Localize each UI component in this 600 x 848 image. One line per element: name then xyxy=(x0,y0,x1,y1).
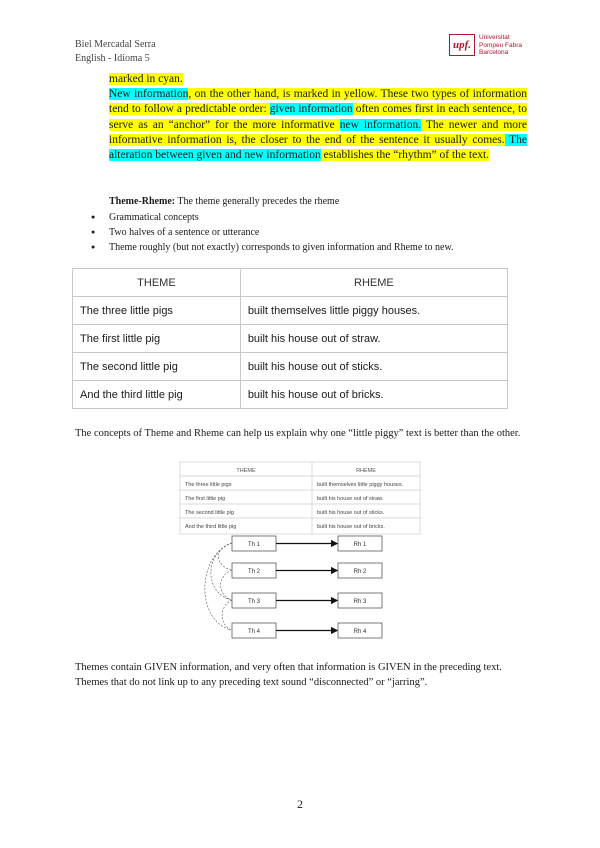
logo-line-1: Universitat xyxy=(479,34,510,41)
text-given-information: given information xyxy=(269,103,353,116)
text-alteration: The alteration between given and new information xyxy=(109,133,528,162)
theme-rheme-bullets xyxy=(91,210,454,255)
text-marked-cyan: marked in cyan. xyxy=(109,73,183,85)
link-curve xyxy=(211,543,232,600)
mini-cell: built themselves little piggy houses. xyxy=(317,482,404,488)
text-anchor: often comes first in each sentence, to serve as an “anchor” for the more informative xyxy=(109,103,527,131)
rheme-label-2: Rh 2 xyxy=(353,569,367,575)
text-predictable-order: tend to follow a predictable order: xyxy=(109,103,270,116)
table-row xyxy=(73,325,508,353)
table-row xyxy=(73,297,508,325)
link-curve xyxy=(205,543,232,630)
text-new-information-2: new information. xyxy=(339,118,422,131)
themes-paragraph: Themes contain GIVEN information, and very often that information is GIVEN in the preceding text. Themes that do not link up to any preceding text sound “disconnected” or “jarring”. xyxy=(75,662,502,688)
rheme-label-3: Rh 3 xyxy=(353,599,367,605)
theme-label-3: Th 3 xyxy=(247,599,261,605)
page-header xyxy=(75,38,156,66)
table-cell: built his house out of bricks. xyxy=(240,381,507,409)
text-two-types: These two types of information xyxy=(380,88,527,101)
course-name: English - Idioma 5 xyxy=(75,53,150,64)
logo-line-2: Pompeu Fabra xyxy=(479,41,522,49)
table-header-row xyxy=(73,269,508,297)
author-name: Biel Mercadal Serra xyxy=(75,39,156,50)
rheme-label-4: Rh 4 xyxy=(353,629,367,635)
logo-text xyxy=(479,34,522,57)
table-cell: built his house out of straw. xyxy=(240,325,507,353)
theme-label-4: Th 4 xyxy=(247,629,261,635)
list-item: ● Theme roughly (but not exactly) corresponds to given information and Rheme to new. xyxy=(91,240,454,255)
link-curve xyxy=(222,600,232,630)
mini-cell: And the third little pig xyxy=(185,524,237,530)
theme-rheme-diagram xyxy=(175,460,425,640)
theme-rheme-heading xyxy=(109,196,339,207)
mini-cell: built his house out of straw. xyxy=(317,496,384,502)
table-cell: built themselves little piggy houses. xyxy=(240,297,507,325)
table-header-rheme: RHEME xyxy=(240,269,507,297)
table-cell: The second little pig xyxy=(73,353,241,381)
table-row xyxy=(73,381,508,409)
text-new-information: New information xyxy=(109,88,189,101)
page-number: 2 xyxy=(297,797,303,811)
university-logo xyxy=(449,34,522,57)
mini-cell: The second little pig xyxy=(185,510,234,516)
text-on-the-other-hand: , on the other hand, is marked in yellow. xyxy=(188,88,381,101)
table-header-theme: THEME xyxy=(73,269,241,297)
mini-cell: built his house out of sticks. xyxy=(317,510,385,516)
mini-cell: The first little pig xyxy=(185,496,226,502)
table-cell: And the third little pig xyxy=(73,381,241,409)
theme-label-1: Th 1 xyxy=(247,542,261,548)
logo-line-3: Barcelona xyxy=(479,49,509,56)
table-row xyxy=(73,353,508,381)
list-item: ● Two halves of a sentence or utterance xyxy=(91,225,454,240)
table-cell: The first little pig xyxy=(73,325,241,353)
link-curve xyxy=(218,543,232,570)
text-newer-closer: The newer and more informative information is, the closer to the end of the sentence it usually comes. xyxy=(109,118,527,146)
given-new-paragraph xyxy=(109,72,527,163)
mini-cell: built his house out of bricks. xyxy=(317,524,385,530)
theme-rheme-label: Theme-Rheme: xyxy=(109,196,176,207)
theme-label-2: Th 2 xyxy=(247,569,261,575)
mini-header-rheme: RHEME xyxy=(356,468,376,474)
mini-cell: The three little pigs xyxy=(185,482,232,488)
list-item: ● Grammatical concepts xyxy=(91,210,454,225)
mini-header-theme: THEME xyxy=(236,468,256,474)
link-curve xyxy=(221,570,232,600)
table-cell: built his house out of sticks. xyxy=(240,353,507,381)
upf-logo-mark: upf. xyxy=(449,34,475,56)
table-cell: The three little pigs xyxy=(73,297,241,325)
theme-rheme-table xyxy=(72,268,508,409)
rheme-label-1: Rh 1 xyxy=(353,542,367,548)
theme-rheme-text: The theme generally precedes the rheme xyxy=(175,196,340,207)
text-rhythm: establishes the “rhythm” of the text. xyxy=(320,149,490,162)
concepts-paragraph: The concepts of Theme and Rheme can help us explain why one “little piggy” text is better than the other. xyxy=(75,428,521,439)
